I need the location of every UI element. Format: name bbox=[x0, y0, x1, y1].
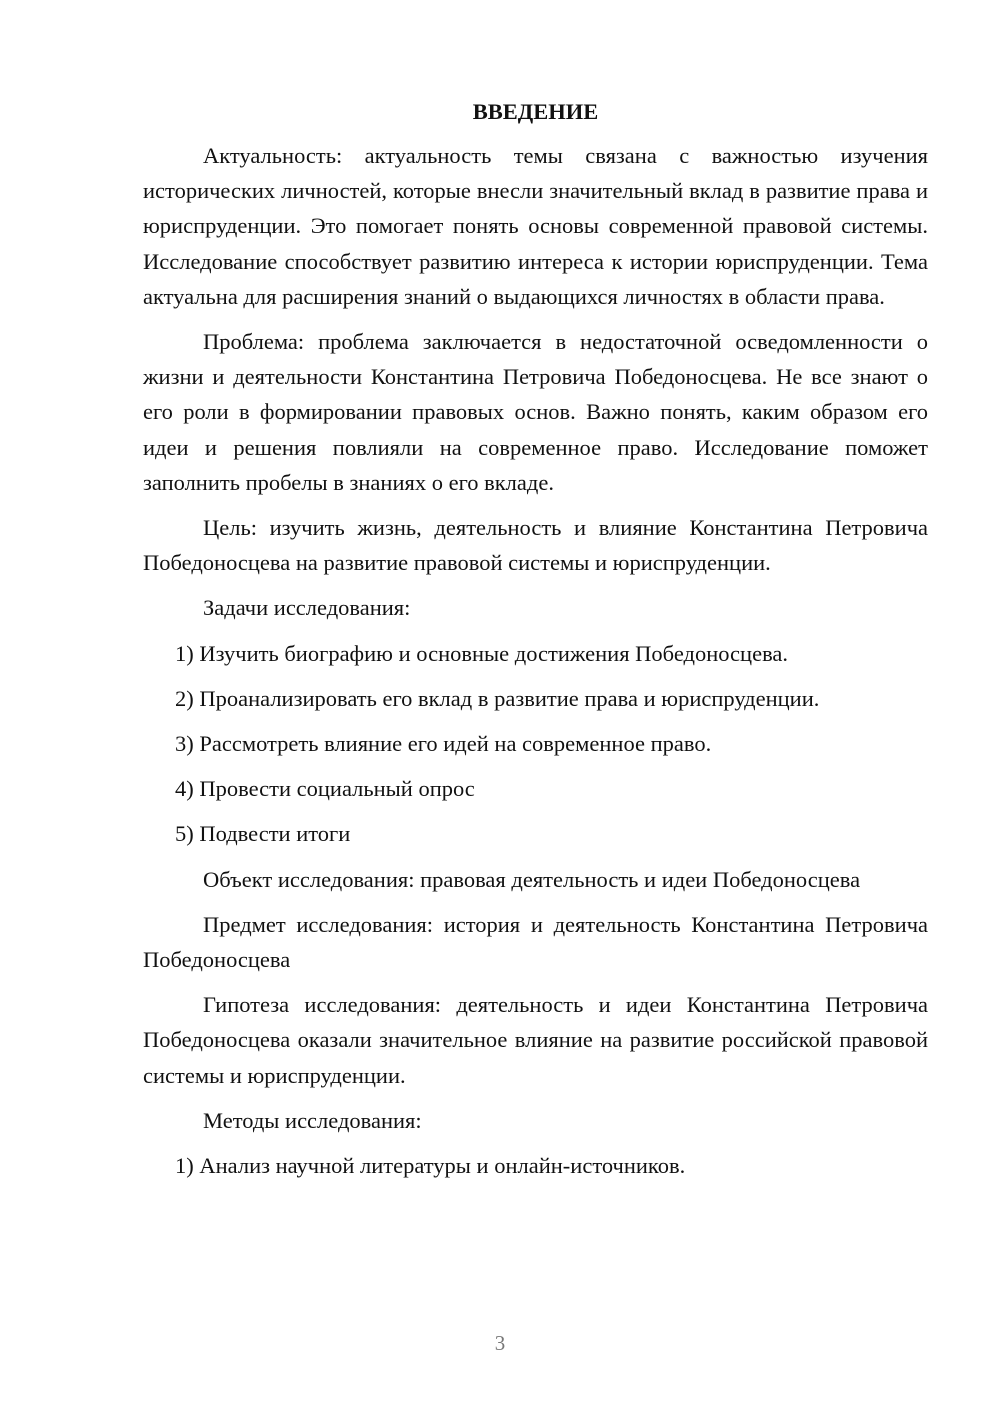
object-paragraph: Объект исследования: правовая деятельность и идеи Победоносцева bbox=[203, 866, 861, 892]
problem-paragraph: Проблема: проблема заключается в недостаточной осведомленности о жизни и деятельности Константина Петровича Победоносцева. Не все знают о его роли в формировании правовых основ. Важно понять, каким образом его идеи и решения повлияли на современное право. Исследование поможет заполнить пробелы в знаниях о его вкладе. bbox=[143, 329, 928, 495]
task-item: 2) Проанализировать его вклад в развитие права и юриспруденции. bbox=[175, 685, 820, 711]
goal-paragraph: Цель: изучить жизнь, деятельность и влияние Константина Петровича Победоносцева на развитие правовой системы и юриспруденции. bbox=[143, 515, 928, 576]
task-item: 5) Подвести итоги bbox=[175, 821, 351, 847]
relevance-paragraph: Актуальность: актуальность темы связана с важностью изучения исторических личностей, которые внесли значительный вклад в развитие права и юриспруденции. Это помогает понять основы современной правовой системы. Исследование способствует развитию интереса к истории юриспруденции. Тема актуальна для расширения знаний о выдающихся личностях в области права. bbox=[143, 143, 928, 309]
page-number: 3 bbox=[494, 1331, 506, 1355]
method-item: 1) Анализ научной литературы и онлайн-источников. bbox=[175, 1153, 686, 1179]
section-title: ВВЕДЕНИЕ bbox=[472, 99, 599, 124]
tasks-heading: Задачи исследования: bbox=[203, 595, 411, 621]
page-body bbox=[143, 94, 928, 1193]
task-item: 1) Изучить биографию и основные достижения Победоносцева. bbox=[175, 640, 789, 666]
hypothesis-paragraph: Гипотеза исследования: деятельность и идеи Константина Петровича Победоносцева оказали значительное влияние на развитие российской правовой системы и юриспруденции. bbox=[143, 992, 928, 1088]
task-item: 4) Провести социальный опрос bbox=[175, 776, 475, 802]
methods-heading: Методы исследования: bbox=[203, 1107, 422, 1133]
task-item: 3) Рассмотреть влияние его идей на современное право. bbox=[175, 731, 712, 757]
subject-paragraph: Предмет исследования: история и деятельность Константина Петровича Победоносцева bbox=[143, 911, 928, 973]
